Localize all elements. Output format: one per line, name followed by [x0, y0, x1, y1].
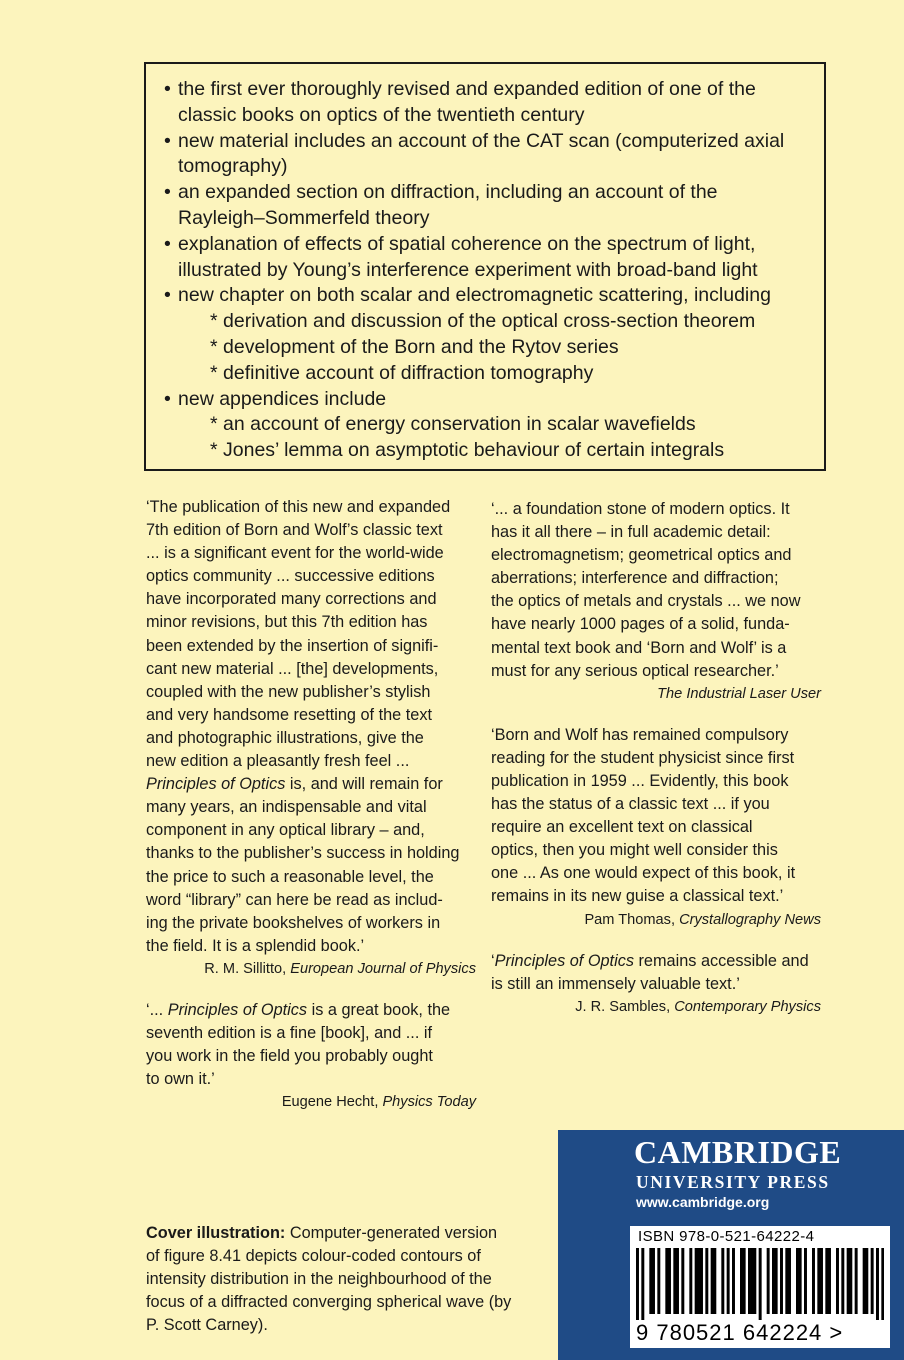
quote-line	[491, 613, 821, 636]
quote-line	[146, 1068, 476, 1091]
barcode-bar	[721, 1248, 724, 1314]
quote-line	[146, 999, 476, 1022]
quote-line	[491, 567, 821, 590]
text-run: Eugene Hecht,	[281, 1094, 383, 1111]
bullet-icon: •	[164, 181, 171, 204]
barcode-bar	[865, 1248, 868, 1314]
feature-line: * development of the Born and the Rytov series	[210, 335, 619, 358]
quote-line	[146, 842, 476, 865]
quote-line	[146, 912, 476, 935]
text-run: has the status of a classic text ... if you	[491, 795, 770, 814]
quote-line	[491, 498, 821, 521]
bullet-icon: •	[164, 232, 171, 255]
barcode-bar	[796, 1248, 799, 1314]
feature-subitem	[164, 361, 824, 387]
feature-line: new material includes an account of the CAT scan (computerized axial	[178, 129, 785, 152]
barcode-bar	[855, 1248, 858, 1314]
text-run: is, and will remain for	[285, 775, 443, 794]
quote-line	[491, 816, 821, 839]
cover-text: P. Scott Carney).	[146, 1316, 268, 1334]
feature-line: classic books on optics of the twentieth century	[178, 103, 585, 126]
reviews-right-column	[491, 498, 821, 1019]
barcode-bar	[705, 1248, 708, 1314]
text-run: The Industrial Laser User	[657, 685, 821, 702]
feature-line: an expanded section on diffraction, including an account of the	[178, 181, 718, 204]
barcode-bar	[636, 1248, 639, 1320]
barcode-bar	[743, 1248, 746, 1314]
text-run: remains accessible and	[633, 951, 809, 970]
barcode-bar	[753, 1248, 756, 1314]
barcode-bar	[836, 1248, 839, 1314]
features-box	[144, 62, 826, 471]
bullet-icon: •	[164, 129, 171, 152]
review-attribution	[491, 996, 821, 1019]
cover-label: Cover illustration:	[146, 1224, 286, 1242]
quote-line	[146, 727, 476, 750]
review-quote	[146, 999, 476, 1091]
quote-line	[146, 866, 476, 889]
quote-line	[146, 681, 476, 704]
barcode-bar	[820, 1248, 823, 1314]
cover-line	[146, 1314, 526, 1337]
review-attribution	[491, 683, 821, 706]
feature-line: new appendices include	[178, 387, 387, 410]
quote-line	[146, 635, 476, 658]
barcode-bar	[695, 1248, 698, 1314]
quote-line	[146, 542, 476, 565]
quote-line	[491, 950, 821, 973]
quote-line	[146, 750, 476, 773]
barcode-bar	[759, 1248, 762, 1320]
barcode-bar	[668, 1248, 671, 1314]
barcode-bar	[676, 1248, 679, 1314]
feature-item	[164, 129, 824, 181]
barcode-digits: 9 780521 642224 >	[636, 1320, 844, 1345]
quote-line	[146, 935, 476, 958]
barcode-bar	[649, 1248, 652, 1314]
barcode-bar	[876, 1248, 879, 1320]
text-run: Principles of Optics	[146, 775, 286, 794]
publisher-block	[558, 1130, 904, 1360]
publisher-press: UNIVERSITY PRESS	[636, 1172, 830, 1192]
feature-line: the first ever thoroughly revised and expanded edition of one of the	[178, 78, 756, 100]
barcode-bar	[751, 1248, 754, 1314]
barcode-bar	[673, 1248, 676, 1314]
cover-text: focus of a diffracted converging spherical wave (by	[146, 1293, 512, 1311]
barcode-bar	[697, 1248, 700, 1314]
cover-line	[146, 1245, 526, 1268]
barcode-bar	[849, 1248, 852, 1314]
review-quote	[146, 496, 476, 958]
text-run: Physics Today	[382, 1094, 476, 1111]
text-run: Principles of Optics	[494, 951, 634, 970]
barcode-bar	[788, 1248, 791, 1314]
text-run: to own it.’	[146, 1070, 215, 1089]
cover-text: intensity distribution in the neighbourhood of the	[146, 1270, 492, 1288]
text-run: require an excellent text on classical	[491, 818, 753, 837]
text-run: J. R. Sambles,	[575, 998, 675, 1015]
text-run: mental text book and ‘Born and Wolf’ is a	[491, 638, 787, 657]
text-run: Contemporary Physics	[674, 998, 821, 1015]
text-run: word “library” can here be read as includ-	[146, 890, 443, 909]
quote-line	[491, 885, 821, 908]
barcode-bar	[711, 1248, 714, 1314]
feature-item	[164, 283, 824, 309]
text-run: must for any serious optical researcher.’	[491, 661, 779, 680]
text-run: Principles of Optics	[167, 1000, 308, 1019]
quote-line	[146, 611, 476, 634]
barcode-bar	[780, 1248, 783, 1314]
barcode-bar	[812, 1248, 815, 1314]
text-run: aberrations; interference and diffraction;	[491, 569, 779, 588]
feature-line: * Jones’ lemma on asymptotic behaviour of certain integrals	[210, 439, 725, 462]
barcode-bar	[732, 1248, 735, 1314]
text-run: ‘	[491, 951, 495, 970]
quote-line	[146, 496, 476, 519]
text-run: one ... As one would expect of this book, it	[491, 864, 796, 883]
publisher-name: CAMBRIDGE	[634, 1134, 842, 1170]
quote-line	[491, 973, 821, 996]
text-run: ... is a significant event for the world-wide	[146, 544, 444, 563]
barcode-bar	[641, 1248, 644, 1320]
bullet-icon: •	[164, 78, 171, 100]
barcode-box	[630, 1226, 890, 1348]
bullet-icon: •	[164, 387, 171, 410]
barcode-bar	[871, 1248, 874, 1314]
barcode-bar	[863, 1248, 866, 1314]
quote-line	[146, 796, 476, 819]
text-run: cant new material ... [the] developments,	[146, 659, 439, 678]
barcode-bar	[681, 1248, 684, 1314]
barcode-bar	[828, 1248, 831, 1314]
text-run: thanks to the publisher’s success in holding	[146, 844, 460, 863]
text-run: has it all there – in full academic detail:	[491, 523, 771, 542]
barcode-bar	[689, 1248, 692, 1314]
text-run: coupled with the new publisher’s stylish	[146, 682, 431, 701]
quote-line	[491, 660, 821, 683]
cover-text: of figure 8.41 depicts colour-coded contours of	[146, 1247, 481, 1265]
text-run: seventh edition is a fine [book], and ... if	[146, 1023, 433, 1042]
quote-line	[146, 519, 476, 542]
feature-line: new chapter on both scalar and electromagnetic scattering, including	[178, 284, 771, 307]
barcode-bar	[657, 1248, 660, 1314]
text-run: ‘...	[146, 1000, 168, 1019]
text-run: is a great book, the	[307, 1000, 451, 1019]
barcode-bar	[727, 1248, 730, 1314]
text-run: 7th edition of Born and Wolf’s classic text	[146, 521, 443, 540]
barcode-bar	[713, 1248, 716, 1314]
text-run: have nearly 1000 pages of a solid, funda-	[491, 615, 790, 634]
text-run: have incorporated many corrections and	[146, 590, 437, 609]
barcode	[636, 1248, 884, 1320]
text-run: R. M. Sillitto,	[204, 960, 291, 977]
barcode-bar	[785, 1248, 788, 1314]
text-run: component in any optical library – and,	[146, 821, 425, 840]
feature-line: explanation of effects of spatial coherence on the spectrum of light,	[178, 232, 756, 255]
text-run: ‘Born and Wolf has remained compulsory	[491, 725, 789, 744]
barcode-bar	[740, 1248, 743, 1314]
quote-line	[491, 590, 821, 613]
feature-line: * definitive account of diffraction tomography	[210, 361, 594, 384]
barcode-bar	[775, 1248, 778, 1314]
quote-line	[146, 704, 476, 727]
barcode-bar	[799, 1248, 802, 1314]
quote-line	[146, 1045, 476, 1068]
quote-line	[146, 1022, 476, 1045]
feature-line: Rayleigh–Sommerfeld theory	[178, 206, 430, 229]
feature-subitem	[164, 309, 824, 335]
text-run: the field. It is a splendid book.’	[146, 936, 365, 955]
text-run: been extended by the insertion of signifi-	[146, 636, 439, 655]
quote-line	[146, 889, 476, 912]
barcode-bar	[767, 1248, 770, 1314]
feature-line: * an account of energy conservation in scalar wavefields	[210, 413, 696, 436]
quote-line	[491, 862, 821, 885]
text-run: Pam Thomas,	[584, 911, 680, 928]
quote-line	[491, 839, 821, 862]
barcode-bar	[665, 1248, 668, 1314]
review-quote	[491, 950, 821, 996]
text-run: reading for the student physicist since first	[491, 748, 795, 767]
text-run: remains in its new guise a classical text.’	[491, 887, 784, 906]
feature-line: * derivation and discussion of the optical cross-section theorem	[210, 310, 756, 333]
text-run: many years, an indispensable and vital	[146, 798, 427, 817]
quote-line	[146, 819, 476, 842]
barcode-bar	[748, 1248, 751, 1314]
text-run: ‘... a foundation stone of modern optics. It	[491, 500, 790, 518]
feature-subitem	[164, 335, 824, 361]
quote-line	[491, 770, 821, 793]
reviews-left-column	[146, 496, 476, 1114]
barcode-bar	[847, 1248, 850, 1314]
feature-subitem	[164, 438, 824, 464]
text-run: is still an immensely valuable text.’	[491, 974, 740, 993]
text-run: Crystallography News	[679, 911, 821, 928]
review-quote	[491, 724, 821, 909]
feature-subitem	[164, 412, 824, 438]
feature-item	[164, 180, 824, 232]
text-run: electromagnetism; geometrical optics and	[491, 546, 792, 565]
text-run: minor revisions, but this 7th edition has	[146, 613, 428, 632]
text-run: optics community ... successive editions	[146, 567, 435, 586]
spacer	[146, 981, 476, 999]
bullet-icon: •	[164, 284, 171, 307]
quote-line	[146, 773, 476, 796]
barcode-bar	[652, 1248, 655, 1314]
quote-line	[146, 588, 476, 611]
text-run: the price to such a reasonable level, the	[146, 867, 434, 886]
feature-item	[164, 232, 824, 284]
barcode-bar	[772, 1248, 775, 1314]
feature-line: tomography)	[178, 155, 288, 178]
publisher-website: www.cambridge.org	[636, 1194, 770, 1210]
quote-line	[146, 565, 476, 588]
text-run: optics, then you might well consider this	[491, 841, 778, 860]
spacer	[491, 932, 821, 950]
barcode-bar	[700, 1248, 703, 1314]
isbn-label: ISBN 978-0-521-64222-4	[638, 1228, 815, 1245]
review-attribution	[146, 1091, 476, 1114]
barcode-bar	[817, 1248, 820, 1314]
text-run: the optics of metals and crystals ... we now	[491, 592, 801, 611]
review-quote	[491, 498, 821, 683]
barcode-bar	[841, 1248, 844, 1314]
spacer	[491, 706, 821, 724]
quote-line	[491, 724, 821, 747]
quote-line	[491, 637, 821, 660]
review-attribution	[146, 958, 476, 981]
text-run: ing the private bookshelves of workers in	[146, 913, 441, 932]
cover-line	[146, 1291, 526, 1314]
feature-line: illustrated by Young’s interference experiment with broad-band light	[178, 258, 758, 281]
quote-line	[146, 658, 476, 681]
cover-text: Computer-generated version	[285, 1224, 498, 1242]
feature-item	[164, 387, 824, 413]
feature-item	[164, 77, 824, 129]
quote-line	[491, 521, 821, 544]
text-run: ‘The publication of this new and expanded	[146, 498, 451, 516]
barcode-bar	[804, 1248, 807, 1314]
text-run: publication in 1959 ... Evidently, this book	[491, 771, 789, 790]
text-run: new edition a pleasantly fresh feel ...	[146, 752, 410, 771]
barcode-bar	[881, 1248, 884, 1320]
text-run: and very handsome resetting of the text	[146, 705, 432, 724]
cover-line	[146, 1268, 526, 1291]
quote-line	[491, 793, 821, 816]
text-run: European Journal of Physics	[290, 960, 476, 977]
review-attribution	[491, 909, 821, 932]
quote-line	[491, 747, 821, 770]
cover-illustration-note	[146, 1222, 526, 1337]
text-run: and photographic illustrations, give the	[146, 728, 424, 747]
barcode-bar	[825, 1248, 828, 1314]
quote-line	[491, 544, 821, 567]
cover-line	[146, 1222, 526, 1245]
text-run: you work in the field you probably ought	[146, 1047, 433, 1066]
